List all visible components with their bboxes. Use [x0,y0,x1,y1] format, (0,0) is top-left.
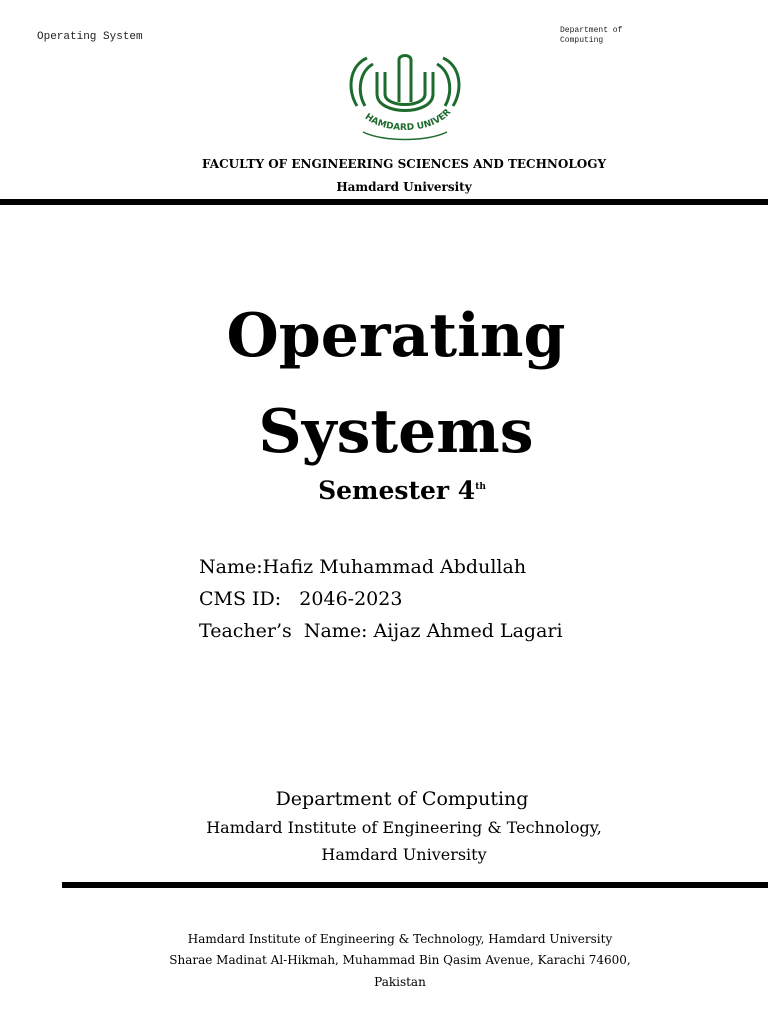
title-line2: Systems [258,397,534,467]
running-header-right-line1: Department of [560,26,623,35]
teacher-name: Teacher’s Name: Aijaz Ahmed Lagari [199,620,563,642]
semester-text: Semester 4 [318,476,476,505]
department-name: Department of Computing [275,788,529,810]
running-header-right [560,26,660,46]
title-line1: Operating [226,301,566,371]
running-header-right-line2: Computing [560,36,604,45]
document-title [0,288,768,480]
footer-line1: Hamdard Institute of Engineering & Technology, Hamdard University [187,932,613,946]
bottom-divider [62,882,768,888]
cms-id: CMS ID: 2046-2023 [199,588,403,610]
logo-ring-text: HAMDARD UNIVER [362,107,454,134]
semester-label [0,476,768,505]
top-divider [0,199,768,205]
university-name: Hamdard University [321,845,487,864]
faculty-title: FACULTY OF ENGINEERING SCIENCES AND TECHNOLOGY [201,157,607,171]
footer-line2: Sharae Madinat Al-Hikmah, Muhammad Bin Qasim Avenue, Karachi 74600, [169,953,631,967]
footer-line3: Pakistan [374,975,426,989]
running-header-left: Operating System [37,31,143,43]
institute-name: Hamdard Institute of Engineering & Technology, [206,818,602,837]
student-name: Name:Hafiz Muhammad Abdullah [199,556,527,578]
faculty-university: Hamdard University [336,180,472,194]
hamdard-university-logo [343,50,467,142]
semester-suffix: th [475,482,486,492]
